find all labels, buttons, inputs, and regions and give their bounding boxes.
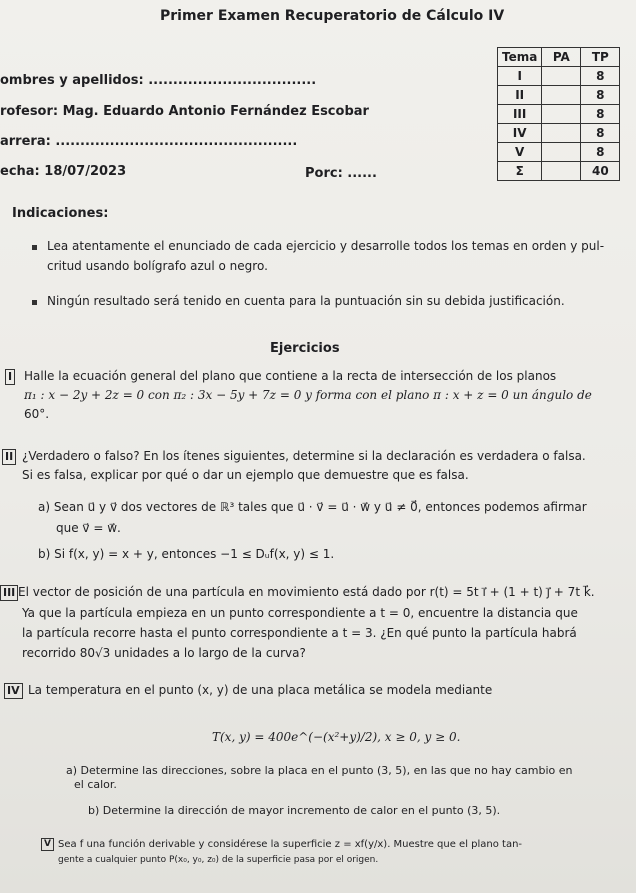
exercise-1-line1: Halle la ecuación general del plano que contiene a la recta de intersección de los planos (24, 369, 557, 383)
table-row: II 8 (498, 86, 620, 105)
exercise-2b: b) Si f(x, y) = x + y, entonces −1 ≤ Dᵤf(x, y) ≤ 1. (38, 547, 335, 561)
instruction-2: Ningún resultado será tenido en cuenta para la puntuación sin su debida justificación. (47, 294, 565, 308)
exercise-4b: b) Determine la dirección de mayor incremento de calor en el punto (3, 5). (88, 804, 501, 817)
table-row: IV 8 (498, 124, 620, 143)
table-header-tp: TP (581, 48, 620, 67)
bullet-icon (32, 300, 37, 305)
exercise-5-line1: Sea f una función derivable y considérese la superficie z = xf(y/x). Muestre que el plano tan- (58, 839, 523, 850)
exercise-4a-line2: el calor. (74, 778, 117, 791)
table-row: III 8 (498, 105, 620, 124)
exercise-number-box: III (0, 585, 18, 601)
exercise-4a-line1: a) Determine las direcciones, sobre la placa en el punto (3, 5), en las que no hay cambio en (66, 764, 573, 777)
grades-table (497, 47, 620, 181)
name-field: ombres y apellidos: .................................. (0, 73, 317, 88)
date-field: echa: 18/07/2023 (0, 164, 127, 179)
exercise-4-line1: La temperatura en el punto (x, y) de una placa metálica se modela mediante (28, 683, 493, 697)
table-row: I 8 (498, 67, 620, 86)
table-header-tema: Tema (498, 48, 542, 67)
instruction-1-line2: critud usando bolígrafo azul o negro. (47, 259, 268, 273)
exercise-1-line3: 60°. (24, 407, 50, 421)
professor-field: rofesor: Mag. Eduardo Antonio Fernández Escobar (0, 104, 369, 119)
exercise-number-box: I (5, 369, 15, 385)
instruction-1-line1: Lea atentamente el enunciado de cada ejercicio y desarrolle todos los temas en orden y pul- (47, 239, 605, 253)
table-row: Σ 40 (498, 162, 620, 181)
exercise-3-line2: Ya que la partícula empieza en un punto correspondiente a t = 0, encuentre la distancia que (22, 606, 578, 620)
exercise-3-line3: la partícula recorre hasta el punto correspondiente a t = 3. ¿En qué punto la partícula habrá (22, 626, 577, 640)
exercise-2a-line2: que v⃗ = w⃗. (56, 521, 121, 535)
percent-field: Porc: ...... (305, 166, 377, 181)
instructions-heading: Indicaciones: (12, 206, 109, 221)
exercise-3-line4: recorrido 80√3 unidades a lo largo de la curva? (22, 646, 306, 660)
exercise-4-formula: T(x, y) = 400e^(−(x²+y)/2), x ≥ 0, y ≥ 0. (212, 730, 461, 744)
bullet-icon (32, 245, 37, 250)
table-header-pa: PA (542, 48, 581, 67)
exercise-2-line1: ¿Verdadero o falso? En los ítenes siguientes, determine si la declaración es verdadera o falsa. (22, 449, 586, 463)
exercise-1-line2: π₁ : x − 2y + 2z = 0 con π₂ : 3x − 5y + 7z = 0 y forma con el plano π : x + z = 0 un ángulo de (24, 388, 592, 402)
exercise-2a-line1: a) Sean u⃗ y v⃗ dos vectores de ℝ³ tales que u⃗ · v⃗ = u⃗ · w⃗ y u⃗ ≠ 0⃗, entonces podemos afirmar (38, 500, 587, 514)
exercise-number-box: II (2, 449, 16, 465)
table-row: V 8 (498, 143, 620, 162)
exercise-2-line2: Si es falsa, explicar por qué o dar un ejemplo que demuestre que es falsa. (22, 468, 469, 482)
exercise-number-box: V (41, 838, 54, 851)
exercise-5-line2: gente a cualquier punto P(x₀, y₀, z₀) de la superficie pasa por el origen. (58, 855, 379, 865)
exercise-number-box: IV (4, 683, 23, 699)
exam-title: Primer Examen Recuperatorio de Cálculo IV (160, 8, 505, 24)
career-field: arrera: ................................................. (0, 134, 298, 149)
table-header-row (498, 48, 620, 67)
exercise-3-line1: El vector de posición de una partícula en movimiento está dado por r(t) = 5t i⃗ + (1 + t) j⃗ + 7t k⃗. (18, 585, 595, 599)
exercises-heading: Ejercicios (270, 341, 340, 356)
